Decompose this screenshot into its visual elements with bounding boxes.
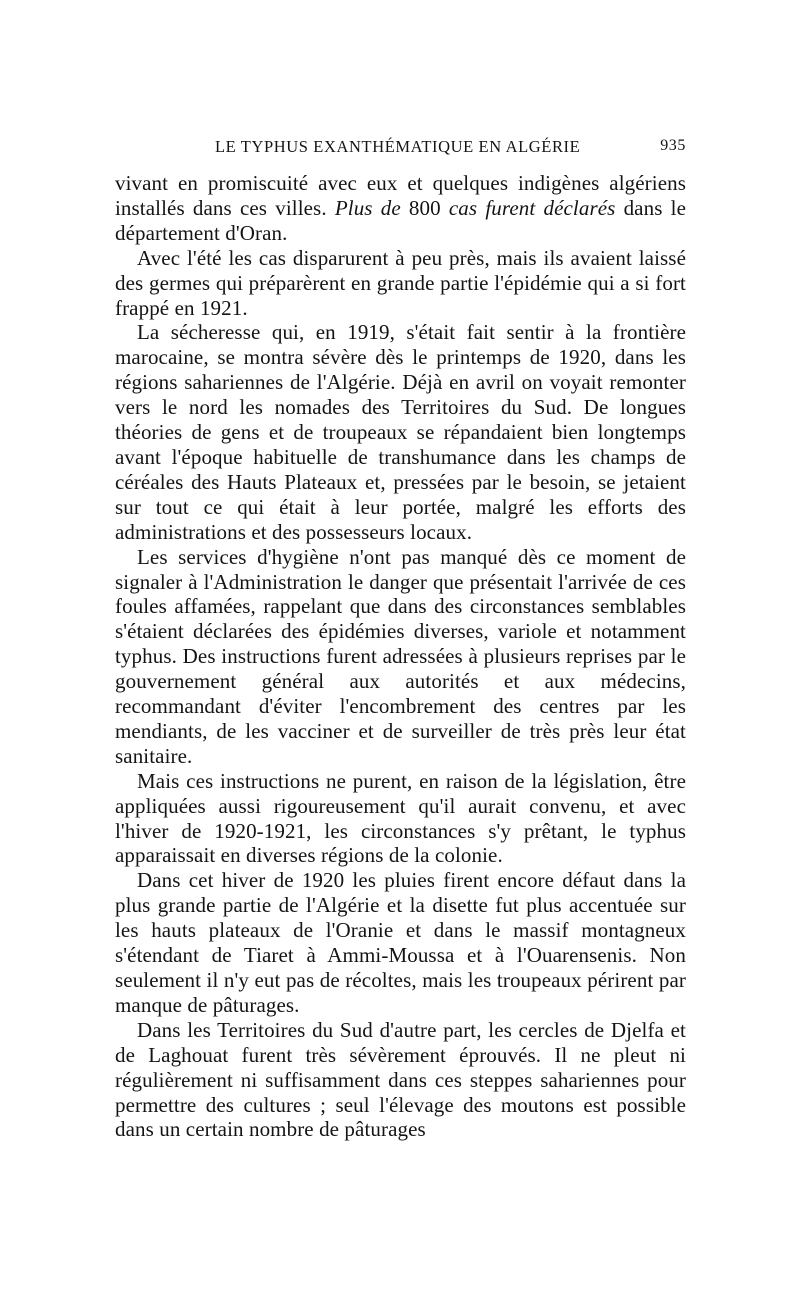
paragraph-2: Avec l'été les cas disparurent à peu près, mais ils avaient laissé des germes qui préparèrent en grande partie l'épidémie qui a si fort frappé en 1921. [115, 245, 686, 320]
paragraph-1-middle: 800 [400, 195, 449, 220]
page-number: 935 [660, 137, 686, 154]
paragraph-1-emphasis-2: cas furent déclarés [448, 195, 616, 220]
paragraph-1-emphasis: Plus de [334, 195, 401, 220]
book-page [115, 137, 686, 1142]
paragraph-6: Dans cet hiver de 1920 les pluies firent encore défaut dans la plus grande partie de l'Algérie et la disette fut plus accentuée sur les hauts plateaux de l'Oranie et dans le massif montagneux s'étendant de Tiaret à Ammi-Moussa et à l'Ouarensenis. Non seulement il n'y eut pas de récoltes, mais les troupeaux périrent par manque de pâturages. [115, 868, 686, 1017]
paragraph-1 [115, 171, 686, 246]
paragraph-5: Mais ces instructions ne purent, en raison de la législation, être appliquées aussi rigoureusement qu'il aurait convenu, et avec l'hiver de 1920-1921, les circonstances s'y prêtant, le typhus apparaissait en diverses régions de la colonie. [115, 768, 686, 868]
paragraph-1-before: vivant en promiscuité avec eux et quelques indigènes algériens installés dans ces villes. [115, 171, 686, 220]
paragraph-4: Les services d'hygiène n'ont pas manqué dès ce moment de signaler à l'Administration le danger que présentait l'arrivée de ces foules affamées, rappelant que dans des circonstances semblables s'étaient déclarées des épidémies diverses, variole et notamment typhus. Des instructions furent adressées à plusieurs reprises par le gouvernement général aux autorités et aux médecins, recommandant d'éviter l'encombrement des centres par les mendiants, de les vacciner et de surveiller de très près leur état sanitaire. [115, 544, 686, 768]
paragraph-1-after: dans le département d'Oran. [115, 195, 686, 245]
paragraph-3: La sécheresse qui, en 1919, s'était fait sentir à la frontière marocaine, se montra sévère dès le printemps de 1920, dans les régions sahariennes de l'Algérie. Déjà en avril on voyait remonter vers le nord les nomades des Territoires du Sud. De longues théories de gens et de troupeaux se répandaient bien longtemps avant l'époque habituelle de transhumance dans les champs de céréales des Hauts Plateaux et, pressées par le besoin, se jetaient sur tout ce qui était à leur portée, malgré les efforts des administrations et des possesseurs locaux. [115, 320, 686, 544]
body-text [115, 171, 686, 1142]
running-head [115, 137, 686, 163]
running-title: LE TYPHUS EXANTHÉMATIQUE EN ALGÉRIE [215, 137, 581, 156]
paragraph-7: Dans les Territoires du Sud d'autre part, les cercles de Djelfa et de Laghouat furent très sévèrement éprouvés. Il ne pleut ni régulièrement ni suffisamment dans ces steppes sahariennes pour permettre des cultures ; seul l'élevage des moutons est possible dans un certain nombre de pâturages [115, 1017, 686, 1142]
